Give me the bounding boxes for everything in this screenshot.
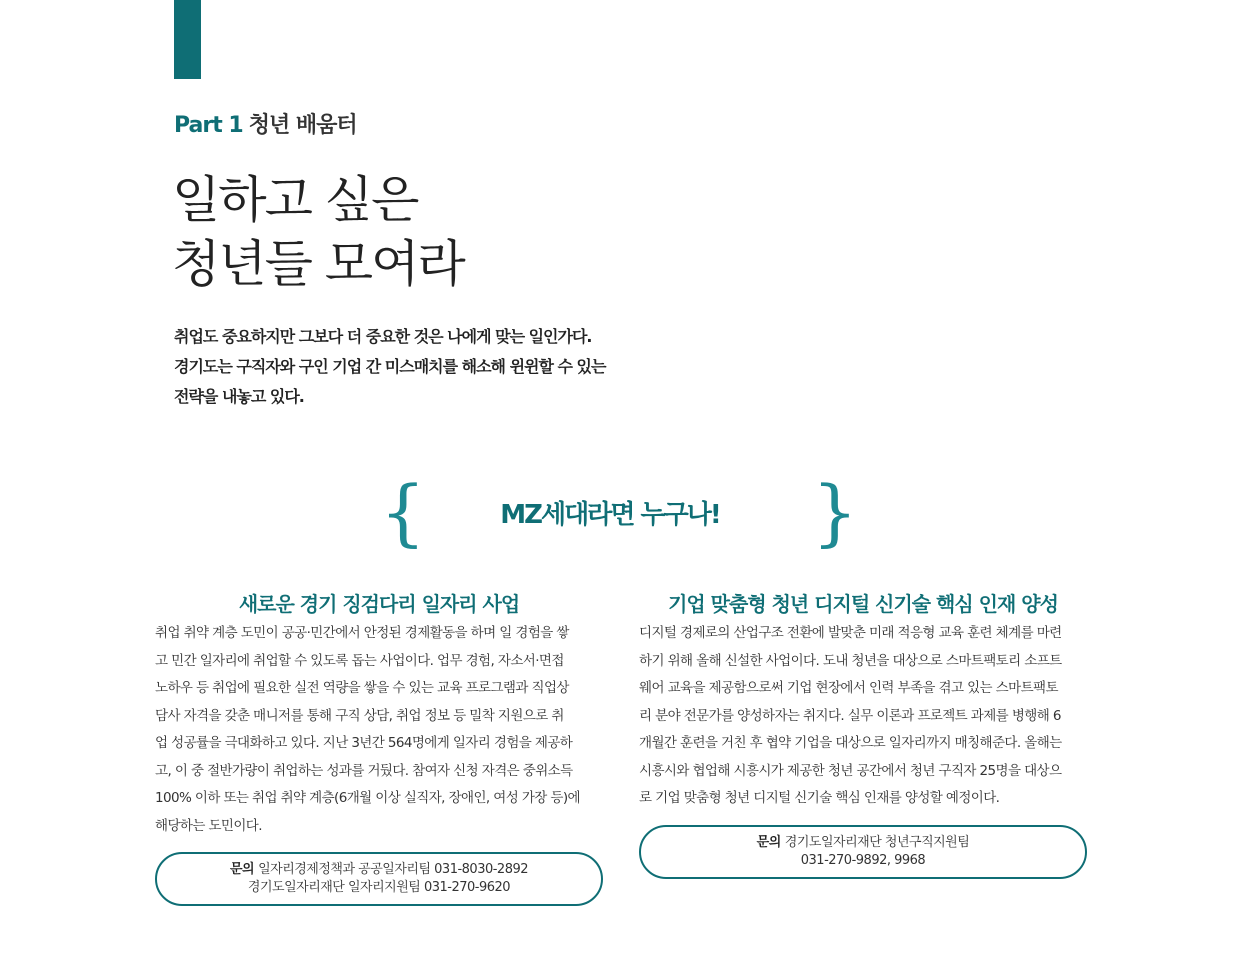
lead-paragraph	[174, 322, 634, 412]
right-column-body	[639, 620, 1087, 813]
body-line: 취업 취약 계층 도민이 공공·민간에서 안정된 경제활동을 하며 일 경험을 쌓	[155, 625, 569, 641]
contact-line-2: 031-270-9892, 9968	[800, 852, 926, 868]
body-line: 100% 이하 또는 취업 취약 계층(6개월 이상 실직자, 장애인, 여성 가장 등)에	[155, 790, 580, 806]
body-line: 리 분야 전문가를 양성하자는 취지다. 실무 이론과 프로젝트 과제를 병행해 6	[639, 707, 1061, 724]
contact-label: 문의	[229, 862, 255, 877]
part-number: Part 1	[174, 113, 243, 138]
left-column	[155, 588, 603, 906]
body-line: 해당하는 도민이다.	[155, 817, 262, 834]
accent-bar	[174, 0, 201, 79]
left-column-title: 새로운 경기 징검다리 일자리 사업	[238, 592, 520, 616]
left-brace-icon: {	[380, 470, 426, 554]
contact-line-1: 경기도일자리재단 청년구직지원팀	[784, 834, 970, 850]
body-line: 노하우 등 취업에 필요한 실전 역량을 쌓을 수 있는 교육 프로그램과 직업상	[155, 680, 569, 696]
part-label	[174, 108, 357, 139]
title-line-1: 일하고 싶은	[172, 171, 418, 229]
body-line: 고, 이 중 절반가량이 취업하는 성과를 거뒀다. 참여자 신청 자격은 중위소득	[155, 762, 573, 779]
contact-line-2: 경기도일자리재단 일자리지원팀 031-270-9620	[247, 880, 511, 895]
body-line: 담사 자격을 갖춘 매니저를 통해 구직 상담, 취업 정보 등 밀착 지원으로 취	[155, 707, 564, 724]
body-line: 웨어 교육을 제공함으로써 기업 현장에서 인력 부족을 겪고 있는 스마트팩토	[639, 680, 1058, 696]
right-column-title: 기업 맞춤형 청년 디지털 신기술 핵심 인재 양성	[668, 592, 1058, 616]
page-title	[172, 168, 464, 296]
right-brace-icon: }	[812, 470, 858, 554]
title-line-2: 청년들 모여라	[172, 235, 464, 293]
right-contact-box	[639, 825, 1087, 879]
lead-line-3: 전략을 내놓고 있다.	[174, 387, 304, 406]
body-line: 시흥시와 협업해 시흥시가 제공한 청년 공간에서 청년 구직자 25명을 대상으	[639, 762, 1062, 779]
contact-label: 문의	[756, 834, 781, 850]
body-line: 하기 위해 올해 신설한 사업이다. 도내 청년을 대상으로 스마트팩토리 소프트	[639, 652, 1062, 669]
body-line: 로 기업 맞춤형 청년 디지털 신기술 핵심 인재를 양성할 예정이다.	[639, 790, 1000, 806]
body-line: 고 민간 일자리에 취업할 수 있도록 돕는 사업이다. 업무 경험, 자소서·면접	[155, 652, 564, 669]
left-contact-box	[155, 852, 603, 906]
right-column	[639, 588, 1087, 879]
part-title: 청년 배움터	[248, 113, 357, 138]
lead-line-1: 취업도 중요하지만 그보다 더 중요한 것은 나에게 맞는 일인가다.	[174, 327, 592, 346]
body-line: 디지털 경제로의 산업구조 전환에 발맞춘 미래 적응형 교육 훈련 체계를 마련	[639, 625, 1062, 641]
lead-line-2: 경기도는 구직자와 구인 기업 간 미스매치를 해소해 윈윈할 수 있는	[174, 357, 606, 376]
left-column-body	[155, 620, 603, 840]
contact-line-1: 일자리경제정책과 공공일자리팀 031-8030-2892	[258, 862, 529, 877]
section-heading: MZ세대라면 누구나!	[500, 500, 720, 530]
body-line: 개월간 훈련을 거친 후 협약 기업을 대상으로 일자리까지 매칭해준다. 올해는	[639, 735, 1062, 751]
body-line: 업 성공률을 극대화하고 있다. 지난 3년간 564명에게 일자리 경험을 제공하	[155, 735, 573, 751]
